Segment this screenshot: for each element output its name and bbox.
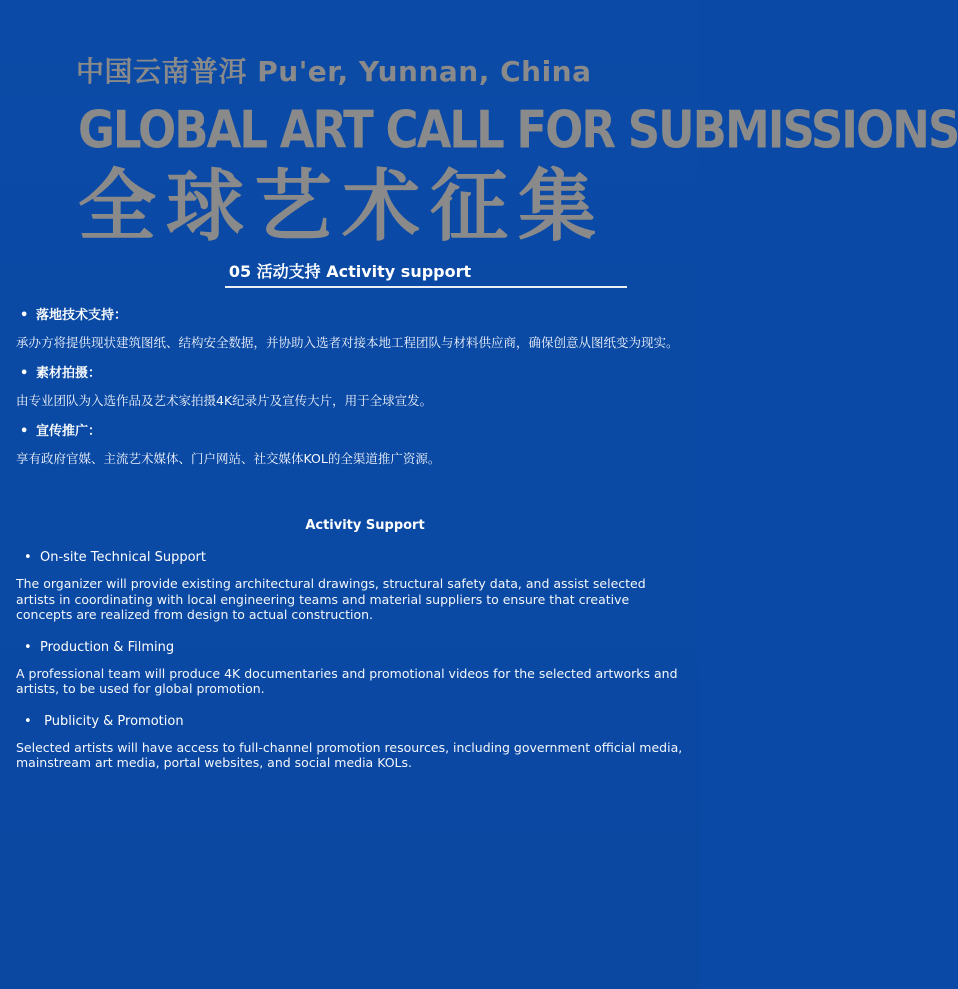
cn-item-title <box>16 364 686 384</box>
en-item-title-text: Production & Filming <box>40 639 175 655</box>
cn-item-title <box>16 306 686 326</box>
en-item-title <box>16 712 686 732</box>
cn-item-title-text: 宣传推广： <box>36 424 102 439</box>
location-title: 中国云南普洱 Pu'er, Yunnan, China <box>76 55 592 88</box>
bullet-icon: • <box>20 366 29 381</box>
heading-divider <box>225 286 627 288</box>
english-section <box>16 516 686 786</box>
bullet-icon: • <box>24 550 32 565</box>
chinese-main-title: 全球艺术征集 <box>78 162 607 252</box>
en-item-body: The organizer will provide existing architectural drawings, structural safety data, and assist selected artists in coordinating with local engineering teams and material suppliers to ensure that creative concepts are realized from design to actual construction. <box>16 576 646 622</box>
bullet-icon: • <box>24 639 32 655</box>
poster-header <box>0 0 958 300</box>
en-item-body: Selected artists will have access to full-channel promotion resources, including government official media, mainstream art media, portal websites, and social media KOLs. <box>16 739 683 770</box>
english-heading: Activity Support <box>305 518 425 533</box>
bullet-icon: • <box>24 713 32 729</box>
en-item-body: A professional team will produce 4K documentaries and promotional videos for the selected artworks and artists, to be used for global promotion. <box>16 665 678 696</box>
en-item-title-text: Publicity & Promotion <box>40 713 184 729</box>
cn-item-body: 承办方将提供现状建筑图纸、结构安全数据，并协助入选者对接本地工程团队与材料供应商，确保创意从图纸变为现实。 <box>16 335 679 350</box>
cn-item-body: 由专业团队为入选作品及艺术家拍摄4K纪录片及宣传大片，用于全球宣发。 <box>16 393 433 408</box>
en-item-title <box>16 548 686 568</box>
cn-item-title <box>16 422 686 442</box>
english-main-title: GLOBAL ART CALL FOR SUBMISSIONS <box>78 99 958 161</box>
section-heading: 05 活动支持 Activity support <box>228 262 472 281</box>
cn-item-title-text: 落地技术支持： <box>36 308 128 323</box>
bullet-icon: • <box>20 308 29 323</box>
cn-item-body: 享有政府官媒、主流艺术媒体、门户网站、社交媒体KOL的全渠道推广资源。 <box>16 451 441 466</box>
en-item-title <box>16 638 686 658</box>
en-item-title-text: On-site Technical Support <box>40 550 206 565</box>
bullet-icon: • <box>20 424 29 439</box>
chinese-section <box>16 300 686 480</box>
cn-item-title-text: 素材拍摄： <box>36 366 102 381</box>
